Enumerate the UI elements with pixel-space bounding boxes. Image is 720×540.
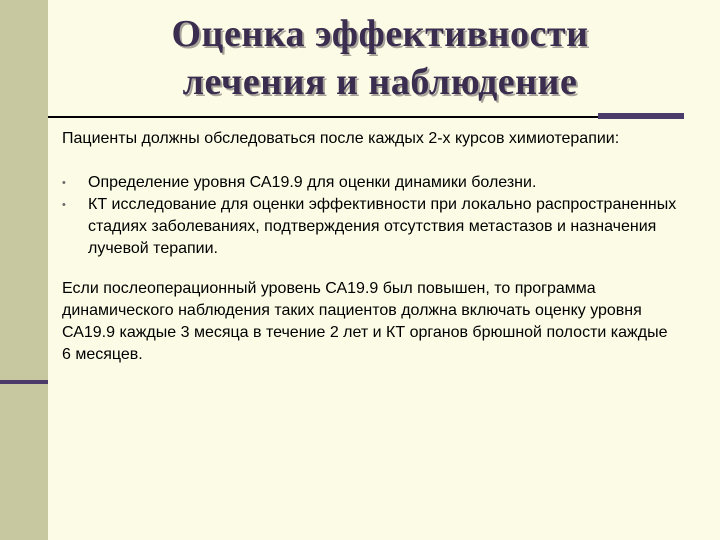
list-item bbox=[62, 194, 702, 260]
bullet-icon: • bbox=[62, 199, 66, 211]
closing-paragraph: Если послеоперационный уровень СА19.9 был повышен, то программа динамического наблюдения таких пациентов должна включать оценку уровня СА19.9 каждые 3 месяца в течение 2 лет и КТ органов брюшной полости каждые 6 месяцев. bbox=[62, 280, 668, 363]
bullet-icon: • bbox=[62, 177, 66, 189]
slide-body bbox=[62, 128, 702, 366]
bullet-text: Определение уровня СА19.9 для оценки динамики болезни. bbox=[88, 174, 537, 191]
bullet-text: КТ исследование для оценки эффективности при локально распространенных стадиях заболеваниях, подтверждения отсутствия метастазов и назначения лучевой терапии. bbox=[88, 196, 677, 257]
title-divider-accent bbox=[598, 113, 684, 119]
title-divider bbox=[48, 116, 670, 118]
intro-text: Пациенты должны обследоваться после каждых 2-х курсов химиотерапии: bbox=[62, 130, 620, 147]
side-band-accent bbox=[0, 380, 48, 384]
bullet-list bbox=[62, 172, 702, 260]
slide-title-line-1: Оценка эффективности bbox=[171, 13, 589, 55]
list-item bbox=[62, 172, 702, 194]
slide-title-line-2: лечения и наблюдение bbox=[182, 61, 578, 103]
slide-title bbox=[40, 10, 720, 106]
